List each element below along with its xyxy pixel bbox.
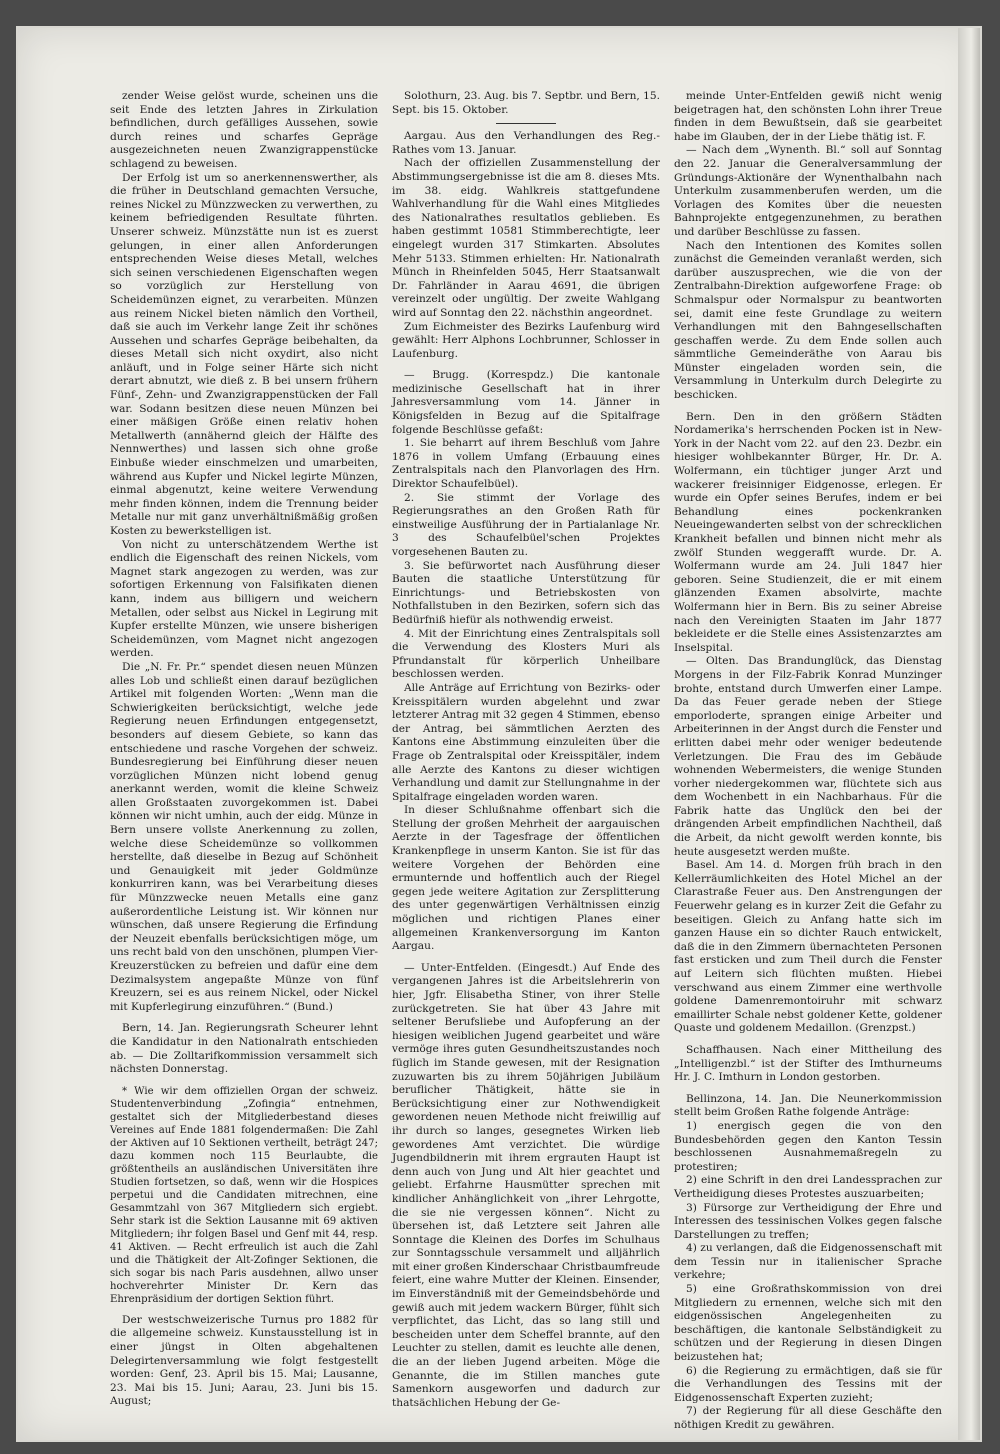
art-exhibition-turnus: Der westschweizerische Turnus pro 1882 für die allgemeine schweiz. Kunstausstellung ist in einer jüngst in Olten abgehaltenen Delegirtenversammlung wie folgt festgestellt worden: Genf, 23. April bis 15. Mai; Lausanne, 23. Mai bis 15. Juni; Aarau, 23. Juni bis 15. August;	[110, 1313, 378, 1408]
brugg-motions: Alle Anträge auf Errichtung von Bezirks- oder Kreisspitälern wurden abgelehnt und zwar letzterer Antrag mit 32 gegen 4 Stimmen, ebenso der Antrag, bei sämmtlichen Aerzten des Kantons eine Abstimmung einzuleiten über die Frage ob Zentralspital oder Kreisspitäler, indem alle Aerzte des Kantons zu dieser wichtigen Verhandlung und damit zur Stellungnahme in der Spitalfrage eingeladen worden waren.	[392, 681, 660, 803]
eichmeister: Zum Eichmeister des Bezirks Laufenburg wird gewählt: Herr Alphons Lochbrunner, Schlosser in Laufenburg.	[392, 320, 660, 360]
unter-entfelden-continued: meinde Unter-Entfelden gewiß nicht wenig beigetragen hat, den schönsten Lohn ihrer Treue finden in dem Bewußtsein, daß sie gearbeitet habe im Glauben, der in der Liebe thätig ist. F.	[674, 90, 942, 143]
column-2	[392, 90, 660, 1410]
aargau-election: Nach der offiziellen Zusammenstellung der Abstimmungsergebnisse ist die am 8. dieses Mts. im 38. eidg. Wahlkreis stattgefundene Wahlverhandlung für die Wahl eines Mitgliedes des Nationalrathes resultatlos geblieben. Es haben gestimmt 10581 Stimmberechtigte, leer eingelegt wurden 317 Stimkarten. Absolutes Mehr 5133. Stimmen erhielten: Hr. Nationalrath Münch in Rheinfelden 5045, Herr Staatsanwalt Dr. Fahrländer in Aarau 4691, die übrigen vereinzelt oder ungültig. Der zweite Wahlgang wird auf Sonntag den 22. nächsthin angeordnet.	[392, 157, 660, 319]
bellinzona-motion-2: 2) eine Schrift in den drei Landessprachen zur Vertheidigung dieses Protestes auszuarbeiten;	[674, 1174, 942, 1200]
page-edge	[958, 28, 980, 1440]
column-1	[110, 90, 378, 1409]
komite-intentions: Nach den Intentionen des Komites sollen zunächst die Gemeinden veranlaßt werden, sich darüber auszusprechen, wie die von der Zentralbahn-Direktion aufgeworfene Frage: ob Schmalspur oder Normalspur zu beantworten sei, damit eine feste Grundlage zu weitern Verhandlungen mit den Bahngesellschaften geschaffen werde. Zu dem Ende sollen auch sämmtliche Gemeinderäthe von Aarau bis Münster eingeladen worden sein, die Versammlung in Unterkulm durch Delegirte zu beschicken.	[674, 239, 942, 402]
newspaper-page	[18, 28, 980, 1440]
brugg-point-4: 4. Mit der Einrichtung eines Zentralspitals soll die Verwendung des Klosters Muri als Pfrundanstalt für körperlich Unheilbare beschlossen werden.	[392, 627, 660, 681]
bellinzona-heading: Bellinzona, 14. Jan. Die Neunerkommission stellt beim Großen Rathe folgende Anträge:	[674, 1092, 942, 1119]
bellinzona-motion-6: 6) die Regierung zu ermächtigen, daß sie für die Verhandlungen des Tessins mit der Eidgenossenschaft Experten zuzieht;	[674, 1364, 942, 1404]
aargau-heading: Aargau. Aus den Verhandlungen des Reg.-Rathes vom 13. Januar.	[392, 130, 660, 156]
brugg-point-3: 3. Sie befürwortet nach Ausführung dieser Bauten die staatliche Unterstützung für Einrichtungs- und Betriebskosten von Nothfallstuben in den Bezirken, sofern sich das Bedürfniß hiefür als nothwendig erweist.	[392, 559, 660, 626]
zofingia-note: * Wie wir dem offiziellen Organ der schweiz. Studentenverbindung „Zofingia“ entnehmen, gestaltet sich der Mitgliederbestand dieses Vereines auf Ende 1881 folgendermaßen: Die Zahl der Aktiven auf 10 Sektionen vertheilt, beträgt 247; dazu kommen noch 115 Beurlaubte, die größtentheils an ausländischen Universitäten ihre Studien fortsetzen, so daß, wenn wir die Hospices perpetui und die Candidaten mitrechnen, eine Gesammtzahl von 367 Mitgliedern sich ergiebt. Sehr stark ist die Sektion Lausanne mit 69 aktiven Mitgliedern; ihr folgen Basel und Genf mit 44, resp. 41 Aktiven. — Recht erfreulich ist auch die Zahl und die Thätigkeit der Alt-Zofinger Sektionen, die sich sogar bis nach Paris ausdehnen, allwo unser hochverehrter Minister Dr. Kern das Ehrenpräsidium der dortigen Sektion führt.	[110, 1085, 378, 1305]
olten-fire: — Olten. Das Brandunglück, das Dienstag Morgens in der Filz-Fabrik Konrad Munzinger brohte, entstand durch Umwerfen einer Lampe. Da das Feuer gerade neben der Stiege emporloderte, sprangen einige Arbeiter und Arbeiterinnen in der Angst durch die Fenster und erlitten dabei mehr oder weniger bedeutende Verletzungen. Die Frau des im Gebäude wohnenden Webermeisters, die wenige Stunden vorher niedergekommen war, flüchtete sich aus dem Wochenbett in ein Nachbarhaus. Für die Fabrik hatte das Unglück den bei der drängenden Arbeit empfindlichen Nachtheil, daß die Arbeit, da nicht gewolft werden konnte, bis heute ausgesetzt werden mußte.	[674, 655, 942, 858]
exhibition-continued: Solothurn, 23. Aug. bis 7. Septbr. und Bern, 15. Sept. bis 15. Oktober.	[392, 90, 660, 116]
nfp-praise: Die „N. Fr. Pr.“ spendet diesen neuen Münzen alles Lob und schließt einen darauf bezüglichen Artikel mit folgenden Worten: „Wenn man die Schwierigkeiten berücksichtigt, welche jede Regierung neuen Erfindungen entgegensetzt, besonders auf diesem Gebiete, so kann das entschiedene und rasche Vorgehen der schweiz. Bundesregierung bei Einführung dieser neuen vorzüglichen Münzen nicht lobend genug anerkannt werden, womit die kleine Schweiz allen Großstaaten zuvorgekommen ist. Dabei können wir nicht umhin, auch der eidg. Münze in Bern unsere vollste Anerkennung zu zollen, welche diese Scheidemünze so vollkommen herstellte, daß dieselbe in Bezug auf Schönheit und Genauigkeit mit jeder Goldmünze konkurriren kann, was bei Verarbeitung dieses für Münzzwecke neuen Metalls eine ganz außerordentliche Leistung ist. Wir können nur wünschen, daß unsere Regierung die Erfindung der Neuzeit ebenfalls berücksichtigen möge, um uns recht bald von den unschönen, plumpen Vier-Kreuzerstücken zu befreien und dafür eine dem Dezimalsystem angepaßte Münze von fünf Kreuzern, sei es aus reinem Nickel, oder Nickel mit Kupferlegirung einzuführen.“ (Bund.)	[110, 660, 378, 1013]
bellinzona-motion-5: 5) eine Großrathskommission von drei Mitgliedern zu ernennen, welche sich mit den eidgenössischen Angelegenheiten zu beschäftigen, die kantonale Selbständigkeit zu schützen und der Regierung in diesen Dingen beizustehen hat;	[674, 1283, 942, 1364]
bern-news: Bern, 14. Jan. Regierungsrath Scheurer lehnt die Kandidatur in den Nationalrath entschieden ab. — Die Zolltarifkommission versammelt sich nächsten Donnerstag.	[110, 1022, 378, 1076]
nickel-coin-magnet: Von nicht zu unterschätzendem Werthe ist endlich die Eigenschaft des reinen Nickels, vom Magnet stark angezogen zu werden, was zur sofortigen Erkennung von Falsifikaten dienen kann, indem aus billigern und weichern Metallen, oder selbst aus Nickel in Legirung mit Kupfer erstellte Münzen, wie unsere bisherigen Scheidemünzen, vom Magnet nicht angezogen werden.	[110, 538, 378, 660]
basel-fire: Basel. Am 14. d. Morgen früh brach in den Kellerräumlichkeiten des Hotel Michel an der Clarastraße Feuer aus. Den Anstrengungen der Feuerwehr gelang es in kurzer Zeit die Gefahr zu beseitigen. Gleich zu Anfang hatte sich im ganzen Hause ein so dichter Rauch entwickelt, daß die in den Zimmern übernachteten Personen fast ersticken und zum Theil durch die Fenster auf Leitern sich flüchten mußten. Hiebei verschwand aus einem Zimmer eine werthvolle goldene Damenremontoiruhr mit schwarz emaillirter Schale nebst goldener Kette, goldener Quaste und goldenem Medaillon. (Grenzpst.)	[674, 859, 942, 1035]
brugg-point-1: 1. Sie beharrt auf ihrem Beschluß vom Jahre 1876 in vollem Umfang (Erbauung eines Zentralspitals nach den Planvorlagen des Hrn. Direktor Schaufelbüel).	[392, 437, 660, 491]
bellinzona-motion-3: 3) Fürsorge zur Vertheidigung der Ehre und Interessen des tessinischen Volkes gegen falsche Darstellungen zu treffen;	[674, 1201, 942, 1241]
nickel-coin-intro: zender Weise gelöst wurde, scheinen uns die seit Ende des letzten Jahres in Zirkulation befindlichen, durch gefälliges Aussehen, sowie durch reines und scharfes Gepräge ausgezeichneten neuen Zwanzigrappenstücke schlagend zu beweisen.	[110, 90, 378, 170]
bellinzona-motion-1: 1) energisch gegen die von den Bundesbehörden gegen den Kanton Tessin beschlossenen Ausnahmemaßregeln zu protestiren;	[674, 1119, 942, 1173]
bern-pocken: Bern. Den in den größern Städten Nordamerika's herrschenden Pocken ist in New-York in der Nacht vom 22. auf den 23. Dezbr. ein hiesiger wohlbekannter Bürger, Hr. Dr. A. Wolfermann, ein tüchtiger junger Arzt und wackerer freisinniger Eidgenosse, erlegen. Er wurde ein Opfer seines Berufes, indem er bei Behandlung eines pockenkranken Neueingewanderten selbst von der schrecklichen Krankheit befallen und binnen nicht mehr als zwölf Stunden weggerafft wurde. Dr. A. Wolfermann wurde am 24. Juli 1847 hier geboren. Seine Studienzeit, die er mit einem glänzenden Examen absolvirte, machte Wolfermann hier in Bern. Bis zu seiner Abreise nach den Vereinigten Staaten im Jahr 1877 bekleidete er die Stelle eines Assistenzarztes am Inselspital.	[674, 410, 942, 654]
brugg-point-2: 2. Sie stimmt der Vorlage des Regierungsrathes an den Großen Rath für einstweilige Ausführung der in Partialanlage Nr. 3 des Schaufelbüel'schen Projektes vorgesehenen Bauten zu.	[392, 491, 660, 558]
divider	[496, 123, 556, 124]
bellinzona-motion-7: 7) der Regierung für all diese Geschäfte den nöthigen Kredit zu gewähren.	[674, 1405, 942, 1431]
unter-entfelden-report: — Unter-Entfelden. (Eingesdt.) Auf Ende des vergangenen Jahres ist die Arbeitslehrerin von hier, Jgfr. Elisabetha Stiner, von ihrer Stelle zurückgetreten. Sie hat über 43 Jahre mit seltener Berufsliebe und Aufopferung an der hiesigen weiblichen Jugend gearbeitet und wäre vermöge ihres guten Gesundheitszustandes noch füglich im Stande gewesen, mit der Resignation zuzuwarten bis zu ihrem 50jährigen Jubiläum beruflicher Thätigkeit, hätte sie in Berücksichtigung einer zur Nothwendigkeit gewordenen neuen Methode nicht freiwillig auf ihr durch so langes, gesegnetes Wirken lieb gewordenes Amt verzichtet. Die würdige Jugendbildnerin mit ihrem ergrauten Haupt ist denn auch von Jung und Alt hier geachtet und geliebt. Erfahrne Hausmütter sprechen mit kindlicher Anhänglichkeit von „ihrer Lehrgotte, die sie nie vergessen können“. Nicht zu übersehen ist, daß Letztere seit Jahren alle Sonntage die Kleinen des Dorfes im Schulhaus zur Sonntagsschule versammelt und alljährlich mit einer großen Kinderschaar Christbaumfreude feiert, eine wahre Mutter der Kleinen. Einsender, im Einverständniß mit der Gemeindsbehörde und gewiß auch mit jedem wackern Bürger, fühlt sich verpflichtet, das Licht, das so lang still und bescheiden unter dem Scheffel brannte, auf den Leuchter zu stellen, damit es leuchte alle denen, die an der lieben Jugend arbeiten. Möge die Genannte, die im Stillen manches gute Samenkorn ausgeworfen und dadurch zur thatsächlichen Hebung der Ge-	[392, 961, 660, 1409]
brugg-conclusion: In dieser Schlußnahme offenbart sich die Stellung der großen Mehrheit der aargauischen Aerzte in der Tagesfrage der öffentlichen Krankenpflege in unserm Kanton. Sie ist für das weitere Vorgehen der Behörden eine ermunternde und hoffentlich auch der Riegel gegen jede weitere Agitation zur Zersplitterung des unter gegenwärtigen Verhältnissen einzig möglichen und richtigen Planes einer allgemeinen Krankenversorgung im Kanton Aargau.	[392, 804, 660, 953]
column-3	[674, 90, 942, 1433]
schaffhausen-news: Schaffhausen. Nach einer Mittheilung des „Intelligenzbl.“ ist der Stifter des Imthurneums Hr. J. C. Imthurn in London gestorben.	[674, 1043, 942, 1084]
brugg-report: — Brugg. (Korrespdz.) Die kantonale medizinische Gesellschaft hat in ihrer Jahresversammlung vom 14. Jänner in Königsfelden in Bezug auf die Spitalfrage folgende Beschlüsse gefaßt:	[392, 369, 660, 436]
bellinzona-motion-4: 4) zu verlangen, daß die Eidgenossenschaft mit dem Tessin nur in italienischer Sprache verkehre;	[674, 1242, 942, 1282]
nickel-coin-success: Der Erfolg ist um so anerkennenswerther, als die früher in Deutschland gemachten Versuche, reines Nickel zu Münzzwecken zu verwerthen, zu keinem befriedigenden Resultate führten. Unserer schweiz. Münzstätte nun ist es zuerst gelungen, in einer allen Anforderungen entsprechenden Weise dieses Metall, welches sich seinen verschiedenen Eigenschaften wegen so vorzüglich zur Herstellung von Scheidemünzen eignet, zu verarbeiten. Münzen aus reinem Nickel bieten nämlich den Vortheil, daß sie auch im Verkehr lange Zeit ihr schönes Aussehen und scharfes Gepräge beibehalten, da dieses Metall sich nicht oxydirt, also nicht anläuft, und in Folge seiner Härte sich nicht derart abnutzt, wie dieß z. B bei unsern frühern Fünf-, Zehn- und Zwanzigrappenstücken der Fall war. Sodann besitzen diese neuen Münzen bei einer mäßigen Größe einen relativ hohen Metallwerth (annähernd gleich der Hälfte des Nennwerthes) und lassen sich ohne große Einbuße wieder einschmelzen und umarbeiten, während aus Kupfer und Nickel legirte Münzen, einmal abgenutzt, keine weitere Verwendung mehr finden können, indem die Trennung beider Metalle nur mit ganz unverhältnißmäßig großen Kosten zu bewerkstelligen ist.	[110, 171, 378, 537]
wynenthal-railway: — Nach dem „Wynenth. Bl.“ soll auf Sonntag den 22. Januar die Generalversammlung der Gründungs-Aktionäre der Wynenthalbahn nach Unterkulm zusammenberufen werden, um die Vorlagen des Komites über die neuesten Bahnprojekte entgegenzunehmen, zu berathen und darüber Beschlüsse zu fassen.	[674, 144, 942, 238]
